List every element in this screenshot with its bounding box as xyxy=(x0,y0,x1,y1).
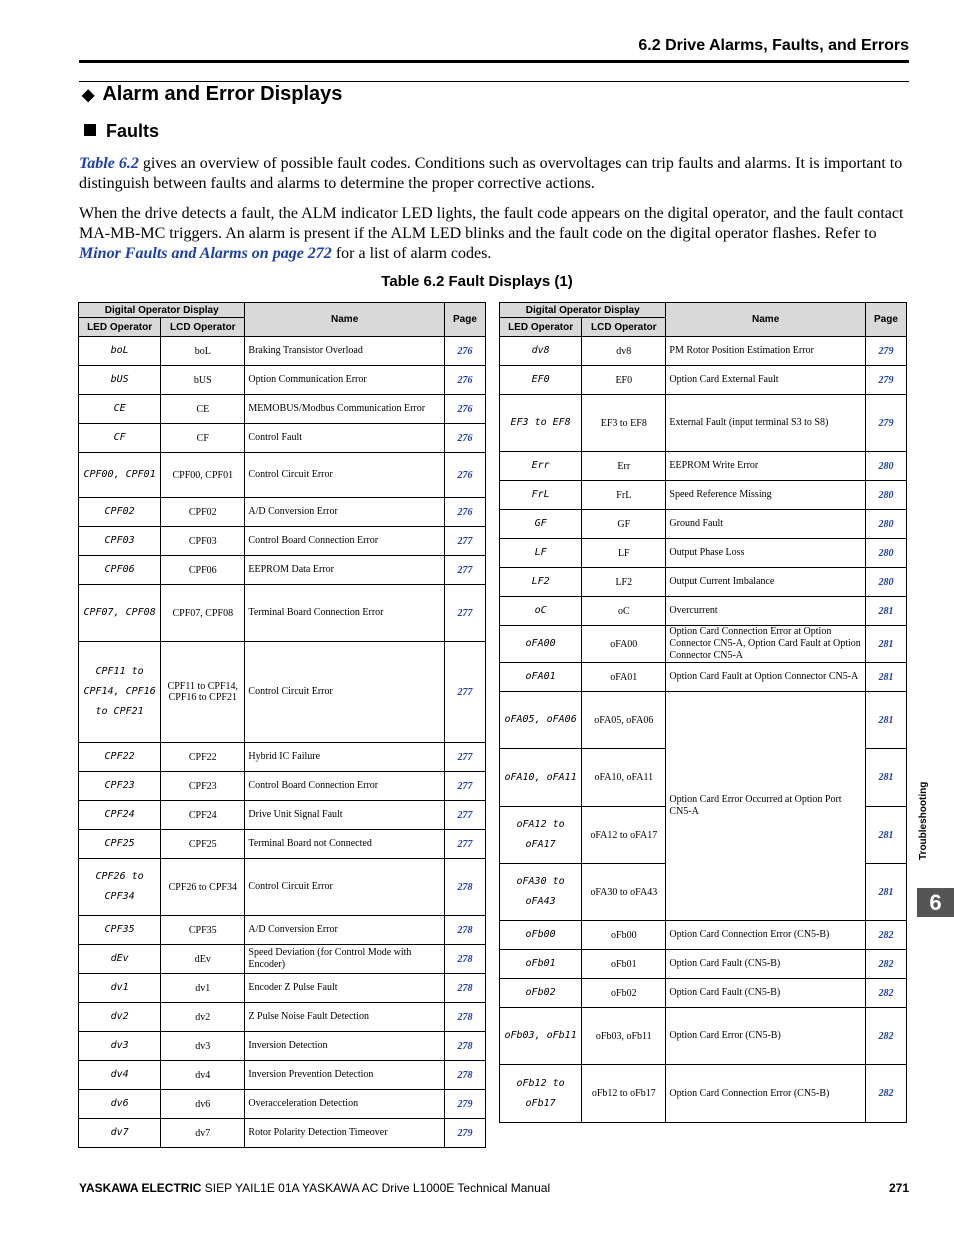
lcd-display-code: dv4 xyxy=(161,1061,245,1090)
table-row xyxy=(500,337,907,366)
table-row xyxy=(79,743,486,772)
fault-name: Output Current Imbalance xyxy=(666,568,865,597)
page-link[interactable]: 276 xyxy=(457,469,473,481)
table-row xyxy=(500,395,907,452)
page-reference xyxy=(865,1065,906,1123)
header-lcd-operator: LCD Operator xyxy=(582,318,666,337)
led-display-code: oFA00 xyxy=(500,626,582,663)
heading1-text: Alarm and Error Displays xyxy=(102,83,343,105)
fault-name: Terminal Board Connection Error xyxy=(245,585,444,642)
fault-name: Option Card Connection Error (CN5-B) xyxy=(666,1065,865,1123)
lcd-display-code: CPF35 xyxy=(161,916,245,945)
page-link[interactable]: 277 xyxy=(457,780,473,792)
page-link[interactable]: 277 xyxy=(457,535,473,547)
heading2-text: Faults xyxy=(106,121,160,141)
lcd-display-code: oFA10, oFA11 xyxy=(582,749,666,807)
led-display-code: oFb12 to oFb17 xyxy=(500,1065,582,1123)
table-row xyxy=(500,568,907,597)
page-reference xyxy=(444,830,485,859)
page-reference xyxy=(865,481,906,510)
lcd-display-code: oFA01 xyxy=(582,663,666,692)
header-led-operator: LED Operator xyxy=(500,318,582,337)
page-link[interactable]: 281 xyxy=(878,829,894,841)
led-display-code: CF xyxy=(79,424,161,453)
table-row xyxy=(500,597,907,626)
fault-name: Option Card Fault at Option Connector CN5-A xyxy=(666,663,865,692)
page-reference xyxy=(865,395,906,452)
led-display-code: CPF07, CPF08 xyxy=(79,585,161,642)
led-display-code: oFA05, oFA06 xyxy=(500,692,582,749)
page-reference xyxy=(444,556,485,585)
diamond-icon: ◆ xyxy=(82,87,95,104)
header-rule xyxy=(79,60,909,63)
page-reference xyxy=(444,395,485,424)
lcd-display-code: oFb02 xyxy=(582,979,666,1008)
lcd-display-code: CF xyxy=(161,424,245,453)
led-display-code: FrL xyxy=(500,481,582,510)
fault-name: Option Card Error Occurred at Option Port CN5-A xyxy=(666,692,865,921)
fault-name: Inversion Detection xyxy=(245,1032,444,1061)
fault-name: Control Fault xyxy=(245,424,444,453)
led-display-code: CPF35 xyxy=(79,916,161,945)
page-reference xyxy=(865,510,906,539)
led-display-code: CPF23 xyxy=(79,772,161,801)
lcd-display-code: dv3 xyxy=(161,1032,245,1061)
led-display-code: oFb01 xyxy=(500,950,582,979)
fault-name: Option Communication Error xyxy=(245,366,444,395)
lcd-display-code: CPF00, CPF01 xyxy=(161,453,245,498)
page-link[interactable]: 278 xyxy=(457,982,473,994)
led-display-code: oFb02 xyxy=(500,979,582,1008)
fault-table-right xyxy=(499,302,907,1123)
page-link[interactable]: 278 xyxy=(457,1069,473,1081)
page-link[interactable]: 277 xyxy=(457,838,473,850)
fault-name: Option Card Error (CN5-B) xyxy=(666,1008,865,1065)
header-led-operator: LED Operator xyxy=(79,318,161,337)
led-display-code: oC xyxy=(500,597,582,626)
led-display-code: dv2 xyxy=(79,1003,161,1032)
page-reference xyxy=(444,453,485,498)
led-display-code: LF2 xyxy=(500,568,582,597)
page-reference xyxy=(865,1008,906,1065)
lcd-display-code: CPF26 to CPF34 xyxy=(161,859,245,916)
page-reference xyxy=(865,337,906,366)
fault-name: Drive Unit Signal Fault xyxy=(245,801,444,830)
table-row xyxy=(79,556,486,585)
led-display-code: oFA12 to oFA17 xyxy=(500,807,582,864)
led-display-code: CPF11 to CPF14, CPF16 to CPF21 xyxy=(79,642,161,743)
page-reference xyxy=(444,801,485,830)
page-link[interactable]: 279 xyxy=(878,374,894,386)
table-row xyxy=(79,1090,486,1119)
page-link[interactable]: 281 xyxy=(878,714,894,726)
page-link[interactable]: 282 xyxy=(878,1030,894,1042)
paragraph-2-text-b: for a list of alarm codes. xyxy=(331,245,492,262)
page-reference xyxy=(444,1090,485,1119)
fault-name: PM Rotor Position Estimation Error xyxy=(666,337,865,366)
fault-name: A/D Conversion Error xyxy=(245,916,444,945)
lcd-display-code: GF xyxy=(582,510,666,539)
header-name: Name xyxy=(245,303,444,337)
paragraph-2 xyxy=(79,204,909,264)
page-link[interactable]: 276 xyxy=(457,374,473,386)
header-subrule xyxy=(79,81,909,82)
fault-name: Control Circuit Error xyxy=(245,859,444,916)
fault-name: Inversion Prevention Detection xyxy=(245,1061,444,1090)
page-link[interactable]: 278 xyxy=(457,1011,473,1023)
page-link[interactable]: 278 xyxy=(457,924,473,936)
lcd-display-code: EF0 xyxy=(582,366,666,395)
page-link[interactable]: 276 xyxy=(457,345,473,357)
led-display-code: dv6 xyxy=(79,1090,161,1119)
lcd-display-code: LF2 xyxy=(582,568,666,597)
fault-name: Option Card External Fault xyxy=(666,366,865,395)
table-row xyxy=(500,1008,907,1065)
lcd-display-code: dv2 xyxy=(161,1003,245,1032)
lcd-display-code: CE xyxy=(161,395,245,424)
page-reference xyxy=(865,979,906,1008)
page-reference xyxy=(444,1003,485,1032)
page-reference xyxy=(444,424,485,453)
led-display-code: dv4 xyxy=(79,1061,161,1090)
page-link[interactable]: 280 xyxy=(878,460,894,472)
led-display-code: dv8 xyxy=(500,337,582,366)
page-link[interactable]: 276 xyxy=(457,506,473,518)
page-reference xyxy=(865,749,906,807)
page-link[interactable]: 282 xyxy=(878,987,894,999)
led-display-code: GF xyxy=(500,510,582,539)
table-row xyxy=(79,453,486,498)
page-reference xyxy=(865,626,906,663)
fault-name: Z Pulse Noise Fault Detection xyxy=(245,1003,444,1032)
table-row xyxy=(500,663,907,692)
footer-brand: YASKAWA ELECTRIC xyxy=(79,1181,202,1195)
led-display-code: CPF06 xyxy=(79,556,161,585)
page-reference xyxy=(865,921,906,950)
fault-table-left xyxy=(78,302,486,1148)
lcd-display-code: CPF11 to CPF14, CPF16 to CPF21 xyxy=(161,642,245,743)
fault-name: Control Board Connection Error xyxy=(245,527,444,556)
led-display-code: CPF22 xyxy=(79,743,161,772)
fault-name: A/D Conversion Error xyxy=(245,498,444,527)
page-link[interactable]: 277 xyxy=(457,564,473,576)
page-link[interactable]: 282 xyxy=(878,1088,894,1099)
lcd-display-code: oFb03, oFb11 xyxy=(582,1008,666,1065)
page-reference xyxy=(444,859,485,916)
table-row xyxy=(79,772,486,801)
page-reference xyxy=(444,527,485,556)
page-link[interactable]: 282 xyxy=(878,958,894,970)
page-reference xyxy=(444,743,485,772)
minor-faults-link[interactable]: Minor Faults and Alarms on page 272 xyxy=(79,245,332,262)
header-digital-operator-display: Digital Operator Display xyxy=(79,303,245,318)
table-row xyxy=(79,527,486,556)
led-display-code: boL xyxy=(79,337,161,366)
fault-name: External Fault (input terminal S3 to S8) xyxy=(666,395,865,452)
page-reference xyxy=(444,1119,485,1148)
page-link[interactable]: 278 xyxy=(457,953,473,965)
table-row xyxy=(79,801,486,830)
page-link[interactable]: 280 xyxy=(878,489,894,501)
fault-name: Option Card Connection Error at Option Connector CN5-A, Option Card Fault at Option Connector CN5-A xyxy=(666,626,865,663)
lcd-display-code: dv7 xyxy=(161,1119,245,1148)
led-display-code: CPF24 xyxy=(79,801,161,830)
lcd-display-code: dv6 xyxy=(161,1090,245,1119)
led-display-code: oFb00 xyxy=(500,921,582,950)
page-reference xyxy=(865,692,906,749)
lcd-display-code: LF xyxy=(582,539,666,568)
fault-name: Option Card Connection Error (CN5-B) xyxy=(666,921,865,950)
table-row xyxy=(500,1065,907,1123)
table-row xyxy=(500,366,907,395)
page-reference xyxy=(444,498,485,527)
page-link[interactable]: 276 xyxy=(457,432,473,444)
table-row xyxy=(500,452,907,481)
page-link[interactable]: 279 xyxy=(457,1098,473,1110)
page-link[interactable]: 277 xyxy=(457,751,473,763)
lcd-display-code: dv1 xyxy=(161,974,245,1003)
table-row xyxy=(79,337,486,366)
lcd-display-code: oFb12 to oFb17 xyxy=(582,1065,666,1123)
page-reference xyxy=(444,337,485,366)
paragraph-1 xyxy=(79,154,909,194)
page-reference xyxy=(865,568,906,597)
page-reference xyxy=(444,1061,485,1090)
page-link[interactable]: 279 xyxy=(457,1127,473,1139)
footer-text: SIEP YAIL1E 01A YASKAWA AC Drive L1000E Technical Manual xyxy=(201,1181,551,1195)
page-link[interactable]: 280 xyxy=(878,518,894,530)
heading-alarm-error-displays xyxy=(82,83,342,106)
page-reference xyxy=(865,366,906,395)
fault-name: Speed Deviation (for Control Mode with Encoder) xyxy=(245,945,444,974)
led-display-code: EF0 xyxy=(500,366,582,395)
table-row xyxy=(79,366,486,395)
fault-name: Option Card Fault (CN5-B) xyxy=(666,979,865,1008)
page-link[interactable]: 279 xyxy=(878,417,894,429)
lcd-display-code: dv8 xyxy=(582,337,666,366)
page-link[interactable]: 277 xyxy=(457,607,473,619)
lcd-display-code: oFA30 to oFA43 xyxy=(582,864,666,921)
lcd-display-code: CPF03 xyxy=(161,527,245,556)
page-reference xyxy=(865,452,906,481)
table-row xyxy=(79,830,486,859)
fault-name: Ground Fault xyxy=(666,510,865,539)
led-display-code: CPF26 to CPF34 xyxy=(79,859,161,916)
page-reference xyxy=(444,974,485,1003)
page-link[interactable]: 281 xyxy=(878,605,894,617)
page-link[interactable]: 281 xyxy=(878,772,894,783)
table-row xyxy=(79,585,486,642)
table-row xyxy=(79,1003,486,1032)
page-link[interactable]: 278 xyxy=(457,1040,473,1052)
table-row xyxy=(79,859,486,916)
lcd-display-code: oFA05, oFA06 xyxy=(582,692,666,749)
table-row xyxy=(79,498,486,527)
table-row xyxy=(79,1061,486,1090)
page-link[interactable]: 281 xyxy=(878,638,894,650)
table-row xyxy=(79,424,486,453)
led-display-code: dv3 xyxy=(79,1032,161,1061)
header-name: Name xyxy=(666,303,865,337)
led-display-code: CPF02 xyxy=(79,498,161,527)
led-display-code: dEv xyxy=(79,945,161,974)
lcd-display-code: CPF23 xyxy=(161,772,245,801)
page-reference xyxy=(444,945,485,974)
table-row xyxy=(500,950,907,979)
page-link[interactable]: 277 xyxy=(457,809,473,821)
lcd-display-code: CPF06 xyxy=(161,556,245,585)
lcd-display-code: oFA00 xyxy=(582,626,666,663)
lcd-display-code: boL xyxy=(161,337,245,366)
paragraph-2-text-a: When the drive detects a fault, the ALM indicator LED lights, the fault code appears on the digital operator, and the fault contact MA-MB-MC triggers. An alarm is present if the ALM LED blinks and the fault code on the digital operator flashes. Refer to xyxy=(79,205,904,242)
table-caption: Table 6.2 Fault Displays (1) xyxy=(381,273,573,290)
led-display-code: CPF25 xyxy=(79,830,161,859)
fault-name: Option Card Fault (CN5-B) xyxy=(666,950,865,979)
fault-name: Braking Transistor Overload xyxy=(245,337,444,366)
page-reference xyxy=(444,1032,485,1061)
led-display-code: Err xyxy=(500,452,582,481)
lcd-display-code: oFb01 xyxy=(582,950,666,979)
table-row xyxy=(79,1032,486,1061)
table-row xyxy=(500,692,907,749)
lcd-display-code: Err xyxy=(582,452,666,481)
table-row xyxy=(500,510,907,539)
fault-name: Output Phase Loss xyxy=(666,539,865,568)
led-display-code: oFA01 xyxy=(500,663,582,692)
lcd-display-code: FrL xyxy=(582,481,666,510)
led-display-code: LF xyxy=(500,539,582,568)
lcd-display-code: CPF07, CPF08 xyxy=(161,585,245,642)
table-row xyxy=(79,395,486,424)
header-page: Page xyxy=(444,303,485,337)
page-reference xyxy=(444,366,485,395)
led-display-code: dv1 xyxy=(79,974,161,1003)
table-row xyxy=(79,974,486,1003)
lcd-display-code: bUS xyxy=(161,366,245,395)
page-reference xyxy=(444,585,485,642)
fault-name: Control Circuit Error xyxy=(245,453,444,498)
lcd-display-code: CPF25 xyxy=(161,830,245,859)
header-lcd-operator: LCD Operator xyxy=(161,318,245,337)
page-reference xyxy=(444,642,485,743)
fault-name: Rotor Polarity Detection Timeover xyxy=(245,1119,444,1148)
header-page: Page xyxy=(865,303,906,337)
fault-name: Encoder Z Pulse Fault xyxy=(245,974,444,1003)
fault-name: Overcurrent xyxy=(666,597,865,626)
table-row xyxy=(500,921,907,950)
page-reference xyxy=(444,772,485,801)
chapter-tab-number: 6 xyxy=(917,888,954,917)
led-display-code: CPF03 xyxy=(79,527,161,556)
lcd-display-code: EF3 to EF8 xyxy=(582,395,666,452)
table-row xyxy=(79,1119,486,1148)
table-link[interactable]: Table 6.2 xyxy=(79,155,139,172)
lcd-display-code: oC xyxy=(582,597,666,626)
side-tab-label: Troubleshooting xyxy=(918,781,929,860)
led-display-code: dv7 xyxy=(79,1119,161,1148)
table-row xyxy=(79,916,486,945)
paragraph-1-text: gives an overview of possible fault codes. Conditions such as overvoltages can trip faults and alarms. It is important to distinguish between faults and alarms to determine the proper corrective actions. xyxy=(79,155,903,192)
table-row xyxy=(500,481,907,510)
fault-name: Terminal Board not Connected xyxy=(245,830,444,859)
heading-faults xyxy=(84,121,159,142)
square-bullet-icon xyxy=(84,124,96,136)
table-row xyxy=(500,626,907,663)
section-header-title: 6.2 Drive Alarms, Faults, and Errors xyxy=(638,37,909,54)
table-row xyxy=(79,642,486,743)
lcd-display-code: dEv xyxy=(161,945,245,974)
page-link[interactable]: 282 xyxy=(878,929,894,941)
fault-name: Control Circuit Error xyxy=(245,642,444,743)
lcd-display-code: CPF22 xyxy=(161,743,245,772)
page-reference xyxy=(865,950,906,979)
page-number: 271 xyxy=(888,1181,909,1195)
page-reference xyxy=(444,916,485,945)
page-link[interactable]: 279 xyxy=(878,345,894,357)
led-display-code: CPF00, CPF01 xyxy=(79,453,161,498)
lcd-display-code: CPF02 xyxy=(161,498,245,527)
table-row xyxy=(500,979,907,1008)
page-link[interactable]: 280 xyxy=(878,576,894,588)
page-link[interactable]: 280 xyxy=(878,547,894,559)
page-link[interactable]: 276 xyxy=(457,403,473,415)
page-reference xyxy=(865,807,906,864)
fault-name: Overacceleration Detection xyxy=(245,1090,444,1119)
lcd-display-code: CPF24 xyxy=(161,801,245,830)
fault-name: Speed Reference Missing xyxy=(666,481,865,510)
fault-name: Control Board Connection Error xyxy=(245,772,444,801)
fault-name: EEPROM Write Error xyxy=(666,452,865,481)
led-display-code: CE xyxy=(79,395,161,424)
page-reference xyxy=(865,663,906,692)
page-link[interactable]: 277 xyxy=(457,686,473,698)
led-display-code: oFb03, oFb11 xyxy=(500,1008,582,1065)
header-digital-operator-display: Digital Operator Display xyxy=(500,303,666,318)
page-link[interactable]: 281 xyxy=(878,886,894,898)
led-display-code: bUS xyxy=(79,366,161,395)
led-display-code: EF3 to EF8 xyxy=(500,395,582,452)
page-reference xyxy=(865,539,906,568)
table-row xyxy=(500,539,907,568)
led-display-code: oFA30 to oFA43 xyxy=(500,864,582,921)
lcd-display-code: oFA12 to oFA17 xyxy=(582,807,666,864)
fault-name: Hybrid IC Failure xyxy=(245,743,444,772)
fault-name: MEMOBUS/Modbus Communication Error xyxy=(245,395,444,424)
page-link[interactable]: 278 xyxy=(457,881,473,893)
footer xyxy=(79,1181,550,1195)
fault-name: EEPROM Data Error xyxy=(245,556,444,585)
page-link[interactable]: 281 xyxy=(878,671,894,683)
lcd-display-code: oFb00 xyxy=(582,921,666,950)
table-row xyxy=(79,945,486,974)
led-display-code: oFA10, oFA11 xyxy=(500,749,582,807)
page-reference xyxy=(865,597,906,626)
page-reference xyxy=(865,864,906,921)
